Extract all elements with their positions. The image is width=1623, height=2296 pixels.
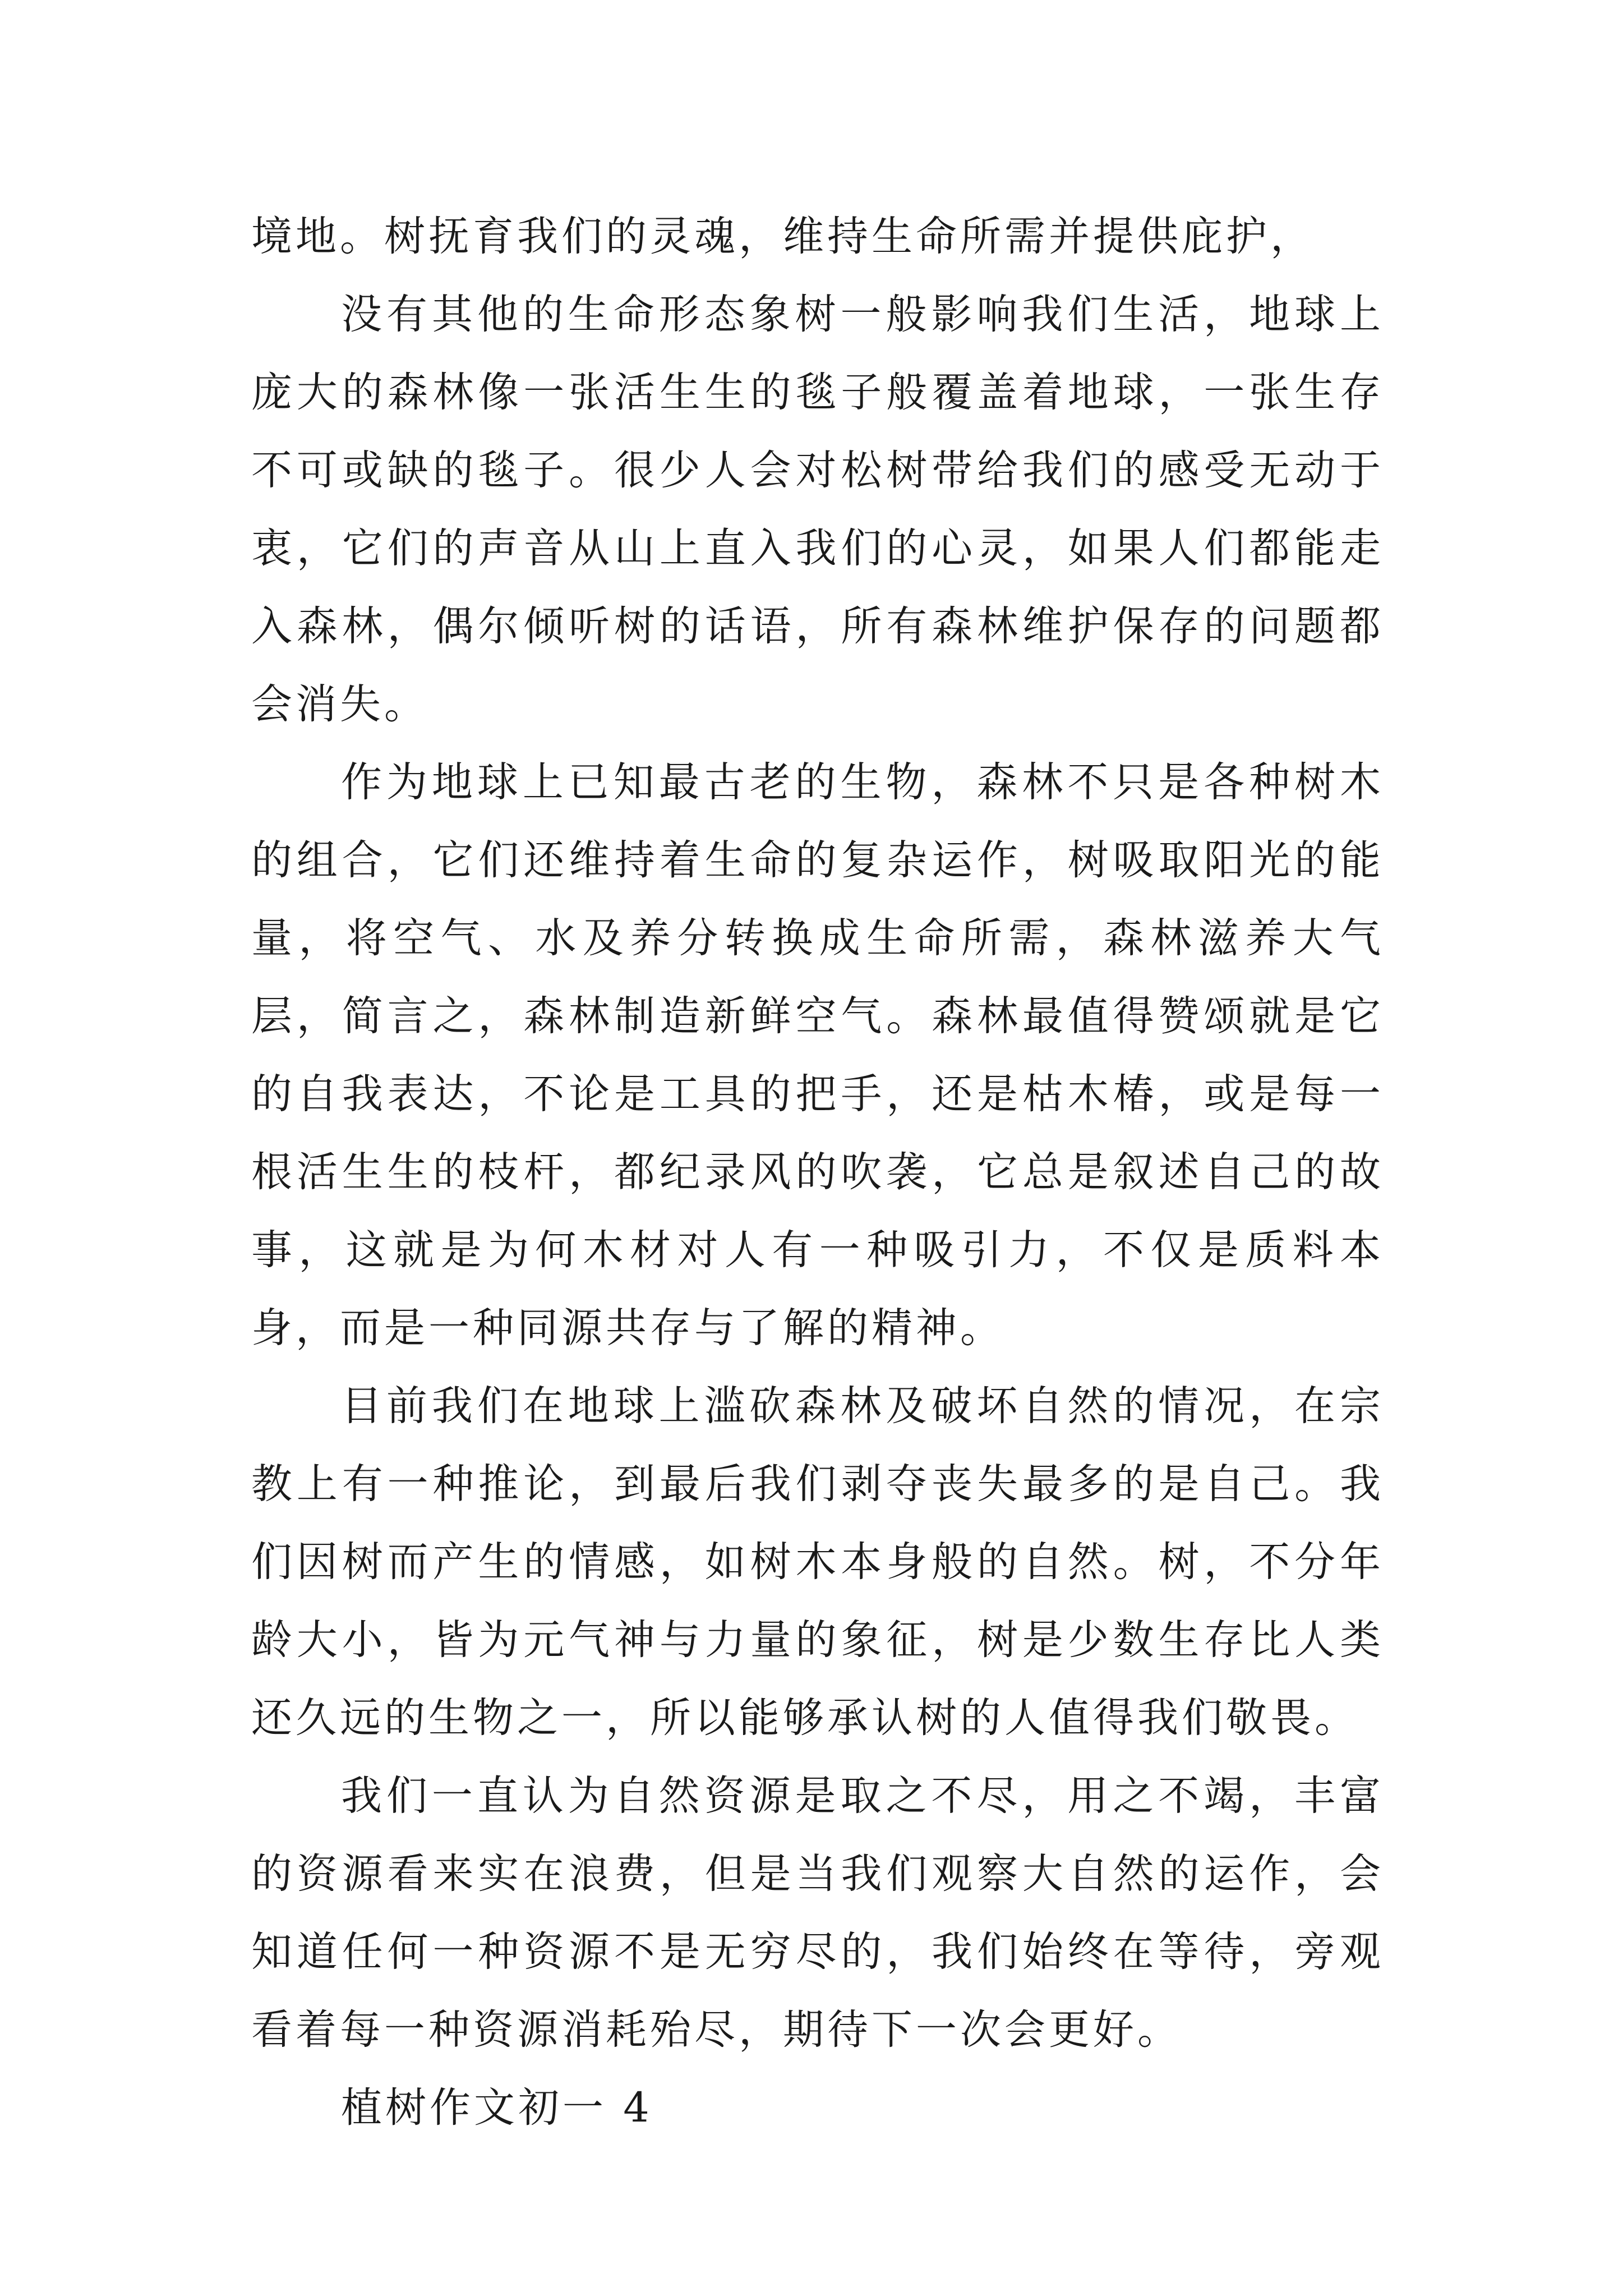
paragraph-continuation: 境地。树抚育我们的灵魂，维持生命所需并提供庇护， bbox=[251, 213, 1315, 260]
document-body bbox=[251, 197, 1384, 2147]
paragraph-deforestation: 目前我们在地球上滥砍森林及破坏自然的情况，在宗教上有一种推论，到最后我们剥夺丧失最多的是自己。我们因树而产生的情感，如树木本身般的自然。树，不分年龄大小，皆为元气神与力量的象征，树是少数生存比人类还久远的生物之一，所以能够承认树的人值得我们敬畏。 bbox=[251, 1382, 1384, 1742]
paragraph-trees-influence: 没有其他的生命形态象树一般影响我们生活，地球上庞大的森林像一张活生生的毯子般覆盖着地球，一张生存不可或缺的毯子。很少人会对松树带给我们的感受无动于衷，它们的声音从山上直入我们的心灵，如果人们都能走入森林，偶尔倾听树的话语，所有森林维护保存的问题都会消失。 bbox=[251, 291, 1384, 728]
paragraph-natural-resources: 我们一直认为自然资源是取之不尽，用之不竭，丰富的资源看来实在浪费，但是当我们观察大自然的运作，会知道任何一种资源不是无穷尽的，我们始终在等待，旁观看着每一种资源消耗殆尽，期待下一次会更好。 bbox=[251, 1772, 1384, 2054]
section-heading: 植树作文初一 4 bbox=[341, 2084, 653, 2132]
paragraph-forest-ancient: 作为地球上已知最古老的生物，森林不只是各种树木的组合，它们还维持着生命的复杂运作，树吸取阳光的能量，将空气、水及养分转换成生命所需，森林滋养大气层，简言之，森林制造新鲜空气。森林最值得赞颂就是它的自我表达，不论是工具的把手，还是枯木椿，或是每一根活生生的枝杆，都纪录风的吹袭，它总是叙述自己的故事，这就是为何木材对人有一种吸引力，不仅是质料本身，而是一种同源共存与了解的精神。 bbox=[251, 758, 1384, 1352]
